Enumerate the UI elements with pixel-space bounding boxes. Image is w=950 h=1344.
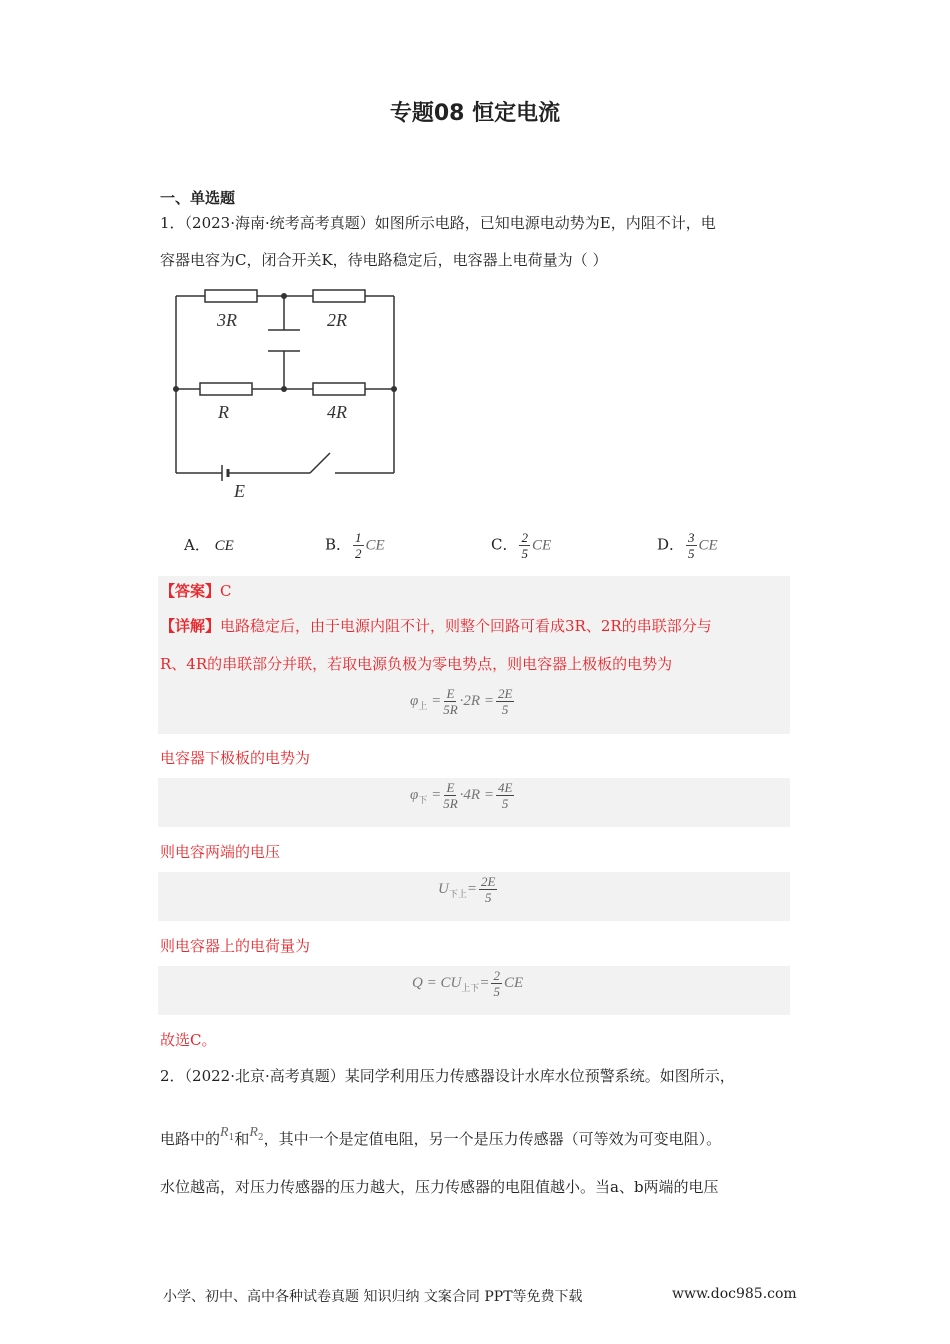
q2-line3: 水位越高，对压力传感器的压力越大，压力传感器的电阻值越小。当a、b两端的电压 [160,1178,719,1196]
text-charge: 则电容器上的电荷量为 [160,937,311,955]
q1-line2: 容器电容为C，闭合开关K，待电路稳定后，电容器上电荷量为（ ） [160,251,608,269]
option-value: CE [365,537,385,554]
resistor-2r [313,290,365,302]
label-e: E [234,481,245,500]
footer-link[interactable]: www.doc985.com [672,1286,797,1302]
formula-phi-upper: $\varphi_上$ = $\frac{E}{5R}$ ·2R = $\frac{2E}{5}$ [410,686,513,717]
detail-line2: R、4R的串联部分并联，若取电源负极为零电势点，则电容器上极板的电势为 [160,655,673,673]
option-value: CE [531,537,552,554]
conclusion: 故选C。 [160,1031,217,1049]
option-label: B． [325,535,352,554]
fraction: $\frac{3}{5}$ [688,530,695,561]
q2-line2: 电路中的$R^1$和$R^2$，其中一个是定值电阻，另一个是压力传感器（可等效为可变电阻）。 [160,1125,722,1148]
option-value: CE [214,538,234,554]
formula-phi-lower: $\varphi_下$ = $\frac{E}{5R}$ ·4R = $\frac{4E}{5}$ [410,780,513,811]
circuit-diagram [170,285,410,500]
label-r: R [218,402,229,422]
resistor-r [200,383,252,395]
option-label: C． [491,535,518,554]
option-label: D． [657,535,685,554]
option-label: A． [184,536,210,554]
q2-line1: 2．（2022·北京·高考真题）某同学利用压力传感器设计水库水位预警系统。如图所示， [160,1067,735,1085]
resistor-3r [205,290,257,302]
option-value: CE [698,537,718,554]
resistor-4r [313,383,365,395]
label-2r: 2R [327,310,347,330]
formula-voltage: $U_{下上}=$ $\frac{2E}{5}$ [438,874,496,905]
text-voltage: 则电容两端的电压 [160,843,281,861]
formula-charge: $Q = CU_{上下}=$ $\frac{2}{5}$ CE [412,968,524,999]
fraction: $\frac{1}{2}$ [355,530,362,561]
detail-line1: 【详解】电路稳定后，由于电源内阻不计，则整个回路可看成3R、2R的串联部分与 [160,617,712,635]
q1-line1: 1．（2023·海南·统考高考真题）如图所示电路，已知电源电动势为E，内阻不计，电 [160,214,716,232]
page-title: 专题08 恒定电流 [389,101,561,126]
label-4r: 4R [327,402,347,422]
option-c[interactable] [491,530,551,561]
text-lower-plate: 电容器下极板的电势为 [160,749,311,767]
answer-line: 【答案】C [160,582,232,600]
label-3r: 3R [217,310,237,330]
option-a[interactable] [184,534,234,555]
footer-text: 小学、初中、高中各种试卷真题 知识归纳 文案合同 PPT等免费下载 [163,1289,583,1305]
fraction: $\frac{2}{5}$ [521,530,528,561]
option-d[interactable] [657,530,718,561]
option-b[interactable] [325,530,385,561]
section-heading: 一、单选题 [160,189,236,207]
